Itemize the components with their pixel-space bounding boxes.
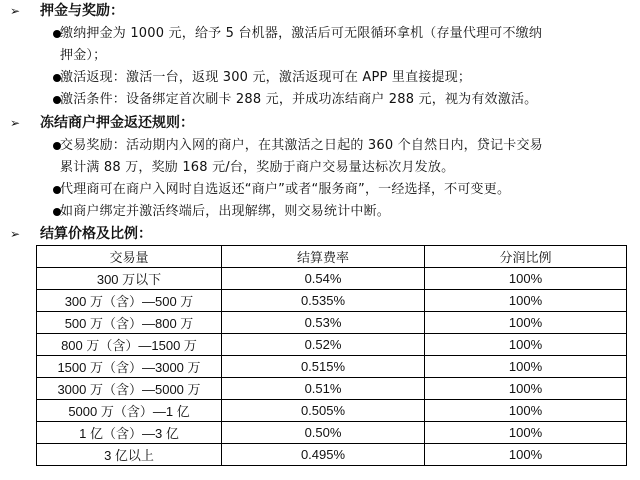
cell-share: 100%	[425, 312, 627, 334]
section-heading-settlement	[10, 223, 152, 245]
cell-volume: 3000 万（含）—5000 万	[37, 378, 222, 400]
cell-share: 100%	[425, 422, 627, 444]
cell-rate: 0.52%	[222, 334, 425, 356]
table-row	[37, 444, 627, 466]
section-heading-refund-rules	[10, 112, 194, 134]
table-row	[37, 378, 627, 400]
header-share: 分润比例	[425, 246, 627, 268]
table-row	[37, 290, 627, 312]
cell-rate: 0.535%	[222, 290, 425, 312]
table-row	[37, 400, 627, 422]
settlement-table	[36, 245, 627, 466]
header-rate: 结算费率	[222, 246, 425, 268]
cell-share: 100%	[425, 290, 627, 312]
section-title: 冻结商户押金返还规则：	[40, 115, 194, 131]
bullet-text-continued: 累计满 88 万，奖励 168 元/台，奖励于商户交易量达标次月发放。	[60, 160, 455, 175]
cell-rate: 0.51%	[222, 378, 425, 400]
bullet-text-continued: 押金）；	[60, 48, 107, 63]
section-title: 结算价格及比例：	[40, 226, 152, 242]
table-header-row	[37, 246, 627, 268]
bullet-text: 缴纳押金为 1000 元，给予 5 台机器，激活后可无限循环拿机（存量代理可不缴纳	[60, 26, 543, 41]
table-row	[37, 268, 627, 290]
bullet-text: 如商户绑定并激活终端后，出现解绑，则交易统计中断。	[60, 204, 391, 219]
header-volume: 交易量	[37, 246, 222, 268]
cell-volume: 5000 万（含）—1 亿	[37, 400, 222, 422]
table-row	[37, 422, 627, 444]
bullet-text: 交易奖励：活动期内入网的商户，在其激活之日起的 360 个自然日内，贷记卡交易	[60, 138, 543, 153]
cell-share: 100%	[425, 378, 627, 400]
cell-volume: 300 万（含）—500 万	[37, 290, 222, 312]
cell-volume: 1500 万（含）—3000 万	[37, 356, 222, 378]
cell-volume: 3 亿以上	[37, 444, 222, 466]
bullet-text: 代理商可在商户入网时自选返还“商户”或者“服务商”，一经选择，不可变更。	[60, 182, 511, 197]
cell-rate: 0.515%	[222, 356, 425, 378]
table-row	[37, 356, 627, 378]
cell-rate: 0.50%	[222, 422, 425, 444]
cell-volume: 800 万（含）—1500 万	[37, 334, 222, 356]
bullet-text: 激活条件：设备绑定首次刷卡 288 元，并成功冻结商户 288 元，视为有效激活。	[60, 92, 538, 107]
cell-share: 100%	[425, 356, 627, 378]
cell-rate: 0.495%	[222, 444, 425, 466]
cell-volume: 500 万（含）—800 万	[37, 312, 222, 334]
section-heading-deposit	[10, 0, 124, 22]
arrow-right-icon: ➢	[10, 4, 21, 18]
cell-share: 100%	[425, 334, 627, 356]
cell-volume: 300 万以下	[37, 268, 222, 290]
cell-rate: 0.54%	[222, 268, 425, 290]
cell-share: 100%	[425, 268, 627, 290]
table-row	[37, 312, 627, 334]
cell-rate: 0.53%	[222, 312, 425, 334]
arrow-right-icon: ➢	[10, 227, 21, 241]
cell-volume: 1 亿（含）—3 亿	[37, 422, 222, 444]
table-row	[37, 334, 627, 356]
cell-share: 100%	[425, 400, 627, 422]
cell-share: 100%	[425, 444, 627, 466]
bullet-text: 激活返现：激活一台，返现 300 元，激活返现可在 APP 里直接提现；	[60, 70, 472, 85]
section-title: 押金与奖励：	[40, 3, 124, 19]
cell-rate: 0.505%	[222, 400, 425, 422]
arrow-right-icon: ➢	[10, 116, 21, 130]
